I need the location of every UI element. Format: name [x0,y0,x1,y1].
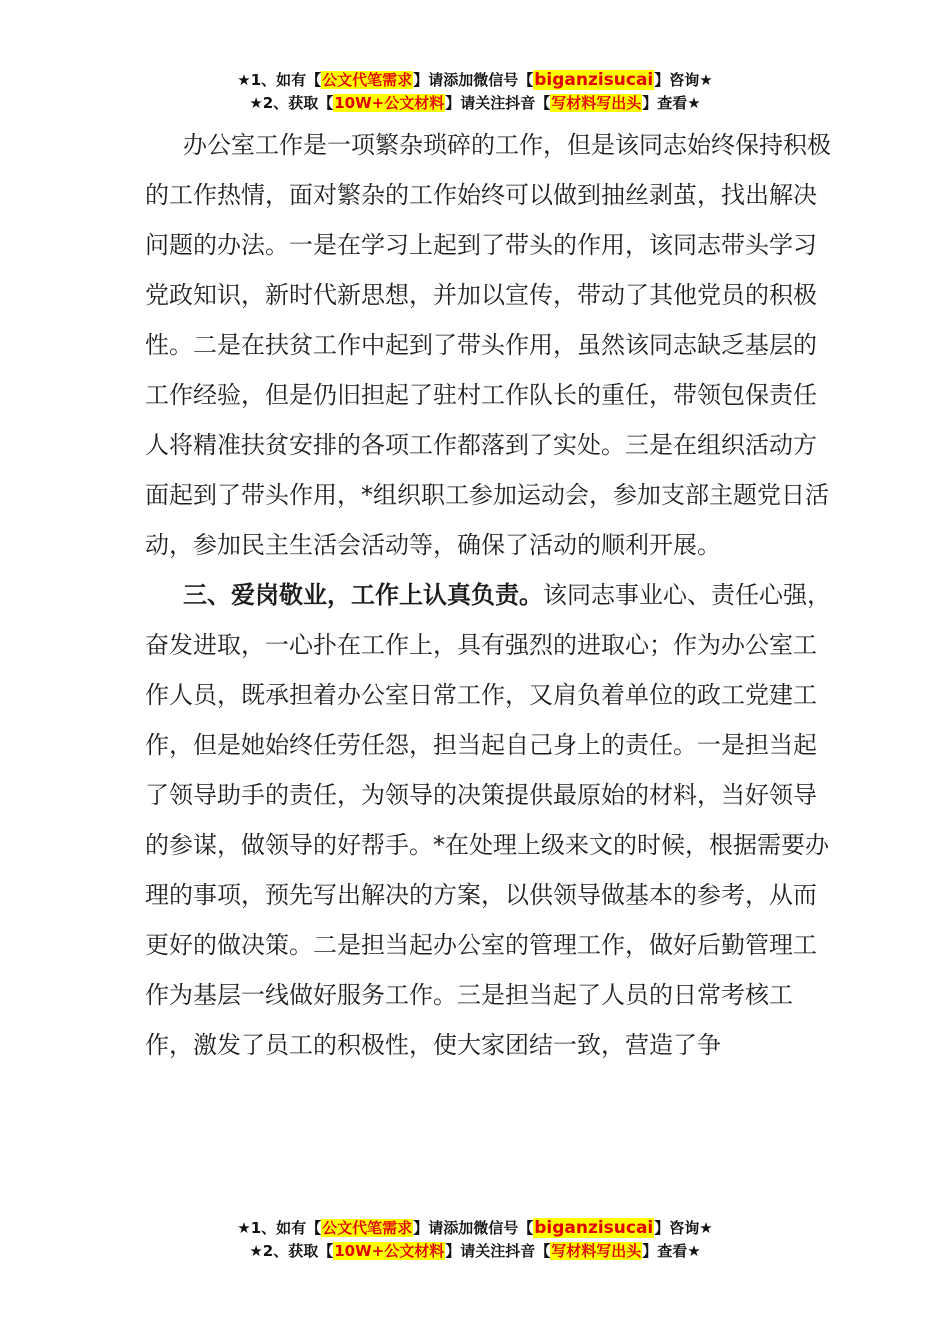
paragraph-dedication [145,570,835,1070]
banner-line-2-mid: 】请关注抖音【 [445,94,551,112]
document-body [145,120,835,1070]
banner-line-1-suffix: 】咨询★ [654,71,713,89]
footer-line-1-suffix: 】咨询★ [654,1219,713,1237]
paragraph-dedication-body: 该同志事业心、责任心强，奋发进取，一心扑在工作上，具有强烈的进取心；作为办公室工作人员，既承担着办公室日常工作，又肩负着单位的政工党建工作，但是她始终任劳任怨，担当起自己身上的责任。一是担当起了领导助手的责任，为领导的决策提供最原始的材料，当好领导的参谋，做领导的好帮手。*在处理上级来文的时候，根据需要办理的事项，预先写出解决的方案，以供领导做基本的参考，从而更好的做决策。二是担当起办公室的管理工作，做好后勤管理工作为基层一线做好服务工作。三是担当起了人员的日常考核工作，激发了员工的积极性，使大家团结一致，营造了争 [145,581,831,1059]
footer-banner [0,1217,950,1263]
banner-highlight-wechat-id: biganzisucai [534,70,654,90]
banner-highlight-materials: 10W+公文材料 [334,94,445,112]
header-banner [0,69,950,115]
banner-line-2-prefix: ★2、获取【 [249,94,334,112]
footer-line-2-prefix: ★2、获取【 [249,1242,334,1260]
banner-line-2 [0,92,950,115]
footer-banner-line-1 [0,1217,950,1240]
banner-highlight-ghostwriting: 公文代笔需求 [322,71,413,89]
footer-line-2-mid: 】请关注抖音【 [445,1242,551,1260]
banner-line-2-suffix: 】查看★ [642,94,701,112]
footer-highlight-wechat-id: biganzisucai [534,1218,654,1238]
footer-line-1-mid: 】请添加微信号【 [413,1219,534,1237]
banner-highlight-douyin: 写材料写出头 [551,94,642,112]
footer-highlight-ghostwriting: 公文代笔需求 [322,1219,413,1237]
banner-line-1-mid: 】请添加微信号【 [413,71,534,89]
footer-highlight-materials: 10W+公文材料 [334,1242,445,1260]
section-heading: 三、爱岗敬业，工作上认真负责。 [183,581,543,609]
banner-line-1 [0,69,950,92]
banner-line-1-prefix: ★1、如有【 [237,71,322,89]
footer-banner-line-2 [0,1240,950,1263]
footer-line-2-suffix: 】查看★ [642,1242,701,1260]
paragraph-office-work: 办公室工作是一项繁杂琐碎的工作，但是该同志始终保持积极的工作热情，面对繁杂的工作始终可以做到抽丝剥茧，找出解决问题的办法。一是在学习上起到了带头的作用，该同志带头学习党政知识，新时代新思想，并加以宣传，带动了其他党员的积极性。二是在扶贫工作中起到了带头作用，虽然该同志缺乏基层的工作经验，但是仍旧担起了驻村工作队长的重任，带领包保责任人将精准扶贫安排的各项工作都落到了实处。三是在组织活动方面起到了带头作用，*组织职工参加运动会，参加支部主题党日活动，参加民主生活会活动等，确保了活动的顺利开展。 [145,131,831,559]
footer-line-1-prefix: ★1、如有【 [237,1219,322,1237]
footer-highlight-douyin: 写材料写出头 [551,1242,642,1260]
